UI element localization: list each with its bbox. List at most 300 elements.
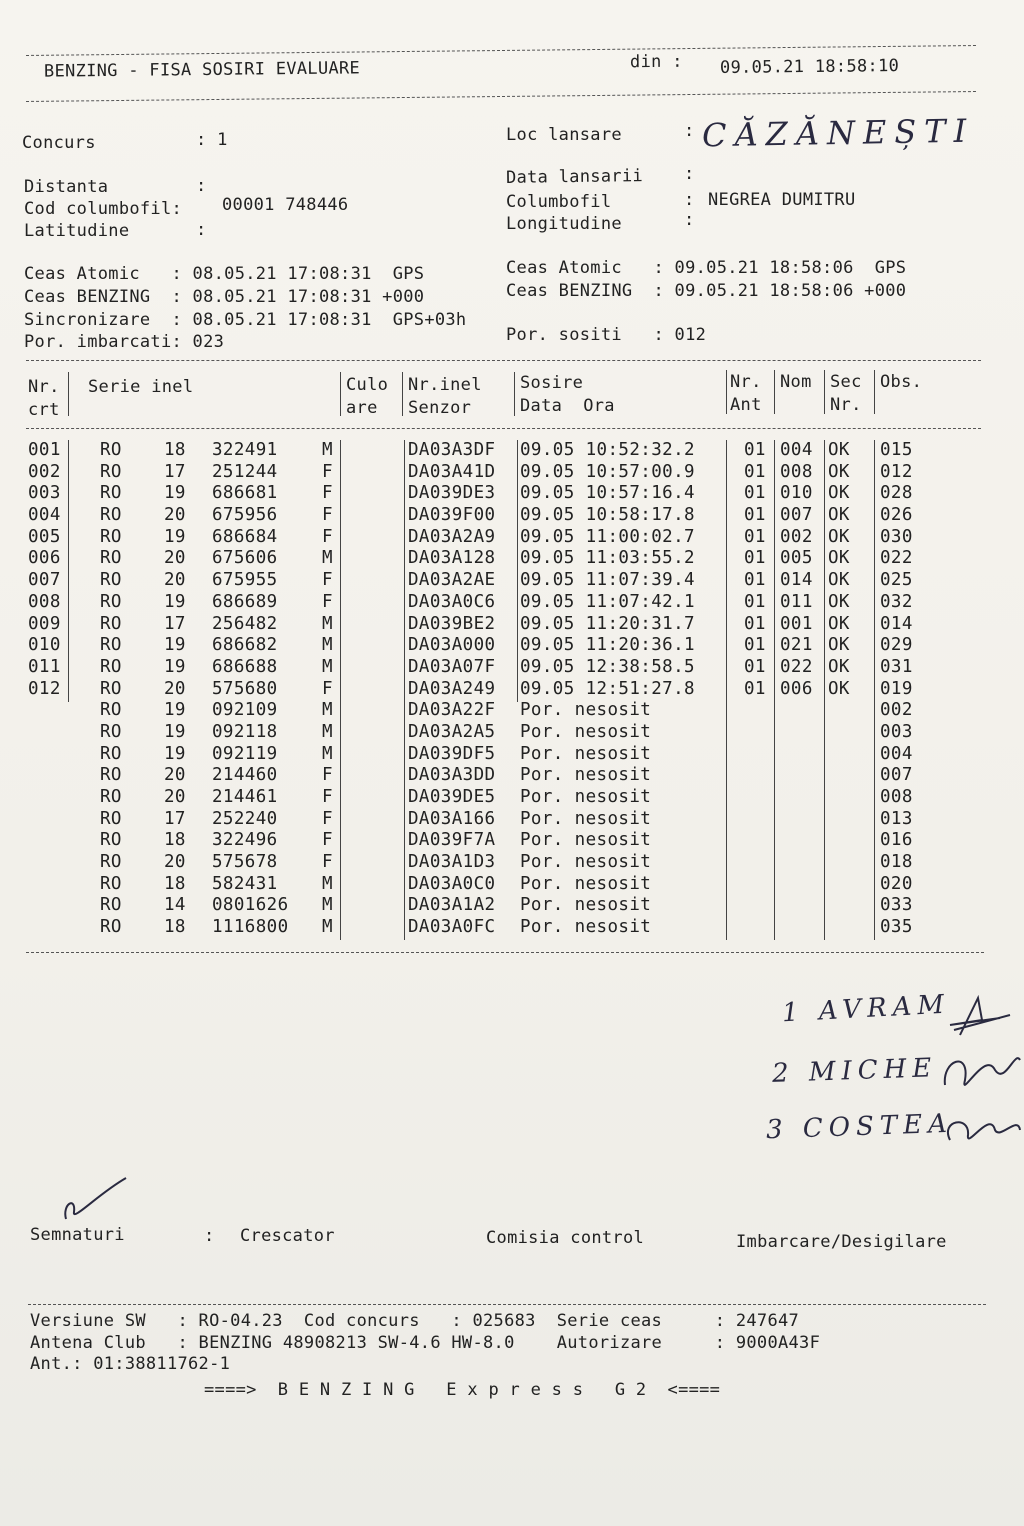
cell-sex: M xyxy=(322,700,333,721)
cell-ring: 1116800 xyxy=(212,917,289,938)
cod-columbofil-value: 00001 748446 xyxy=(222,195,349,215)
cell-country: RO xyxy=(100,873,122,894)
cell-obs: 031 xyxy=(880,656,913,677)
footer-line-1: Versiune SW : RO-04.23 Cod concurs : 025683 Serie ceas : 247647 xyxy=(30,1311,800,1331)
cell-country: RO xyxy=(100,917,122,938)
header-din-label: din : xyxy=(629,51,683,73)
cell-obs: 018 xyxy=(880,852,913,873)
table-row xyxy=(28,679,988,701)
cell-nom: 008 xyxy=(780,461,813,482)
col-sep xyxy=(824,370,825,414)
longitudine-label: Longitudine xyxy=(506,214,622,234)
cell-nr: 003 xyxy=(28,483,61,504)
cell-year: 18 xyxy=(164,873,186,894)
cell-sensor: DA03A41D xyxy=(408,461,496,482)
cell-obs: 014 xyxy=(880,613,913,634)
cell-obs: 026 xyxy=(880,505,913,526)
cell-sex: F xyxy=(322,461,333,482)
cell-sec: OK xyxy=(828,613,850,634)
cell-sensor: DA039BE2 xyxy=(408,613,496,634)
cell-year: 19 xyxy=(164,743,186,764)
cell-antenna: 01 xyxy=(744,591,766,612)
ceas-benzing-start: Ceas BENZING : 08.05.21 17:08:31 +000 xyxy=(24,287,425,307)
th-culo: Culo xyxy=(346,375,389,395)
cell-nom: 022 xyxy=(780,656,813,677)
cell-nr: 006 xyxy=(28,548,61,569)
cell-year: 19 xyxy=(164,591,186,612)
cell-year: 20 xyxy=(164,678,186,699)
cell-sec: OK xyxy=(828,570,850,591)
cell-antenna: 01 xyxy=(744,635,766,656)
cell-sex: F xyxy=(322,852,333,873)
header-title: BENZING - FISA SOSIRI EVALUARE xyxy=(43,58,361,82)
cell-antenna: 01 xyxy=(744,461,766,482)
cell-sensor: DA039DE3 xyxy=(408,483,496,504)
cell-ring: 686681 xyxy=(212,483,278,504)
cell-obs: 003 xyxy=(880,721,913,742)
cell-nom: 007 xyxy=(780,505,813,526)
cell-sensor: DA03A1D3 xyxy=(408,852,496,873)
cell-ring: 686688 xyxy=(212,656,278,677)
cell-nom: 010 xyxy=(780,483,813,504)
cell-sensor: DA03A128 xyxy=(408,548,496,569)
cell-country: RO xyxy=(100,830,122,851)
signature-scribbles xyxy=(940,990,1024,1150)
table-row xyxy=(28,852,988,874)
cell-obs: 019 xyxy=(880,678,913,699)
cell-country: RO xyxy=(100,787,122,807)
cell-sex: F xyxy=(322,808,333,829)
table-row xyxy=(28,874,988,896)
cell-sex: F xyxy=(322,505,333,526)
cell-country: RO xyxy=(100,808,122,829)
cell-arrival: Por. nesosit xyxy=(520,873,652,894)
cell-obs: 029 xyxy=(880,635,913,656)
handwritten-name-1: 1 AVRAM xyxy=(781,989,951,1029)
loc-lansare-value: CĂZĂNEȘTI xyxy=(701,111,975,155)
cell-country: RO xyxy=(100,461,122,482)
cell-antenna: 01 xyxy=(744,526,766,547)
table-row xyxy=(28,635,988,657)
cell-obs: 015 xyxy=(880,440,913,460)
cell-country: RO xyxy=(100,743,122,764)
cell-obs: 020 xyxy=(880,873,913,894)
cell-nr: 012 xyxy=(28,678,61,699)
cell-country: RO xyxy=(100,852,122,873)
cell-nom: 001 xyxy=(780,613,813,634)
cell-sex: F xyxy=(322,830,333,851)
cell-obs: 008 xyxy=(880,787,913,807)
longitudine-value: : xyxy=(684,210,695,230)
table-row xyxy=(28,809,988,831)
cell-arrival: 09.05 11:07:39.4 xyxy=(520,570,695,591)
cell-ring: 092109 xyxy=(212,700,278,721)
cell-ring: 214461 xyxy=(212,787,278,807)
cell-sensor: DA03A000 xyxy=(408,635,496,656)
cell-ring: 575680 xyxy=(212,678,278,699)
cell-ring: 252240 xyxy=(212,808,278,829)
cell-arrival: 09.05 10:52:32.2 xyxy=(520,440,695,460)
footer-banner: ====> B E N Z I N G E x p r e s s G 2 <==== xyxy=(204,1380,721,1400)
cell-nom: 011 xyxy=(780,591,813,612)
cell-nom: 006 xyxy=(780,678,813,699)
cell-antenna: 01 xyxy=(744,613,766,634)
cell-nr: 007 xyxy=(28,570,61,591)
cell-country: RO xyxy=(100,591,122,612)
table-top-border xyxy=(26,360,981,361)
cell-arrival: Por. nesosit xyxy=(520,765,652,786)
table-row xyxy=(28,527,988,549)
cell-sensor: DA03A166 xyxy=(408,808,496,829)
distanta-label: Distanta xyxy=(24,177,109,197)
crescator-label: Crescator xyxy=(240,1226,335,1246)
table-row xyxy=(28,548,988,570)
cell-sensor: DA039F00 xyxy=(408,505,496,526)
latitudine-label: Latitudine xyxy=(24,221,130,241)
cell-country: RO xyxy=(100,700,122,721)
cell-arrival: Por. nesosit xyxy=(520,852,652,873)
cell-sex: F xyxy=(322,526,333,547)
table-row xyxy=(28,744,988,766)
cell-sex: F xyxy=(322,483,333,504)
cell-nr: 002 xyxy=(28,461,61,482)
col-sep xyxy=(514,372,515,416)
cell-year: 17 xyxy=(164,461,186,482)
cell-sex: M xyxy=(322,635,333,656)
cell-nom: 014 xyxy=(780,570,813,591)
cell-ring: 322491 xyxy=(212,440,278,460)
cell-year: 19 xyxy=(164,721,186,742)
cell-year: 20 xyxy=(164,570,186,591)
cell-ring: 675955 xyxy=(212,570,278,591)
cell-sec: OK xyxy=(828,656,850,677)
cell-arrival: 09.05 12:51:27.8 xyxy=(520,678,695,699)
cell-ring: 675956 xyxy=(212,505,278,526)
cell-nom: 005 xyxy=(780,548,813,569)
cell-sex: F xyxy=(322,570,333,591)
cell-nom: 004 xyxy=(780,440,813,460)
cell-antenna: 01 xyxy=(744,505,766,526)
cell-ring: 675606 xyxy=(212,548,278,569)
cell-ring: 214460 xyxy=(212,765,278,786)
cell-year: 20 xyxy=(164,852,186,873)
table-row xyxy=(28,505,988,527)
cell-sensor: DA039DF5 xyxy=(408,743,496,764)
cell-nom: 002 xyxy=(780,526,813,547)
cell-arrival: Por. nesosit xyxy=(520,721,652,742)
cell-year: 17 xyxy=(164,613,186,634)
footer-line-2: Antena Club : BENZING 48908213 SW-4.6 HW-8.0 Autorizare : 9000A43F xyxy=(30,1333,821,1353)
col-sep xyxy=(402,372,403,416)
cell-sex: F xyxy=(322,591,333,612)
cell-arrival: Por. nesosit xyxy=(520,917,652,938)
cell-arrival: Por. nesosit xyxy=(520,700,652,721)
cell-arrival: Por. nesosit xyxy=(520,830,652,851)
concurs-label: Concurs xyxy=(22,133,96,153)
th-nom: Nom xyxy=(780,372,812,392)
cell-sec: OK xyxy=(828,483,850,504)
th-nr: Nr. xyxy=(28,377,60,397)
cell-nr: 011 xyxy=(28,656,61,677)
th-nr-ant-1: Nr. xyxy=(730,372,762,392)
cell-year: 18 xyxy=(164,830,186,851)
imbarcare-desigilare-label: Imbarcare/Desigilare xyxy=(736,1232,947,1252)
cell-arrival: 09.05 11:00:02.7 xyxy=(520,526,695,547)
cell-year: 19 xyxy=(164,483,186,504)
cell-sex: M xyxy=(322,440,333,460)
cell-nr: 009 xyxy=(28,613,61,634)
th-nr-inel: Nr.inel xyxy=(408,375,482,395)
table-row xyxy=(28,787,988,809)
th-data-ora: Data Ora xyxy=(520,396,615,416)
cod-columbofil-label: Cod columbofil: xyxy=(24,199,183,219)
cell-country: RO xyxy=(100,570,122,591)
columbofil-value: NEGREA DUMITRU xyxy=(708,190,856,210)
cell-antenna: 01 xyxy=(744,548,766,569)
data-lansarii-label: Data lansarii xyxy=(505,166,644,188)
cell-obs: 002 xyxy=(880,700,913,721)
th-serie-inel: Serie inel xyxy=(88,377,194,397)
cell-sensor: DA03A0FC xyxy=(408,917,496,938)
cell-sex: M xyxy=(322,613,333,634)
table-row xyxy=(28,765,988,787)
semnaturi-label: Semnaturi xyxy=(30,1225,125,1245)
cell-obs: 032 xyxy=(880,591,913,612)
table-row xyxy=(28,917,988,939)
cell-sex: M xyxy=(322,895,333,916)
table-row xyxy=(28,830,988,852)
cell-antenna: 01 xyxy=(744,678,766,699)
cell-year: 20 xyxy=(164,787,186,807)
cell-obs: 030 xyxy=(880,526,913,547)
cell-year: 19 xyxy=(164,526,186,547)
cell-arrival: 09.05 10:57:00.9 xyxy=(520,461,695,482)
cell-sex: F xyxy=(322,765,333,786)
table-row xyxy=(28,895,988,917)
cell-arrival: Por. nesosit xyxy=(520,743,652,764)
cell-obs: 022 xyxy=(880,548,913,569)
table-row xyxy=(28,614,988,636)
cell-nr: 005 xyxy=(28,526,61,547)
cell-arrival: 09.05 10:57:16.4 xyxy=(520,483,695,504)
cell-arrival: Por. nesosit xyxy=(520,895,652,916)
cell-ring: 575678 xyxy=(212,852,278,873)
cell-ring: 251244 xyxy=(212,461,278,482)
cell-year: 20 xyxy=(164,505,186,526)
col-sep xyxy=(726,370,727,414)
cell-sec: OK xyxy=(828,635,850,656)
cell-sex: M xyxy=(322,917,333,938)
cell-year: 14 xyxy=(164,895,186,916)
cell-country: RO xyxy=(100,440,122,460)
footer-divider xyxy=(28,1304,986,1305)
cell-sensor: DA03A3DF xyxy=(408,440,496,460)
col-sep xyxy=(874,370,875,414)
cell-sensor: DA03A2A5 xyxy=(408,721,496,742)
porumbei-sositi: Por. sositi : 012 xyxy=(506,325,707,345)
data-lansarii-value: : xyxy=(684,164,695,184)
cell-sensor: DA039F7A xyxy=(408,830,496,851)
cell-year: 19 xyxy=(164,700,186,721)
cell-nr: 001 xyxy=(28,440,61,460)
th-sosire: Sosire xyxy=(520,373,584,393)
cell-country: RO xyxy=(100,483,122,504)
cell-year: 19 xyxy=(164,656,186,677)
cell-sensor: DA03A22F xyxy=(408,700,496,721)
cell-sec: OK xyxy=(828,440,850,460)
col-sep xyxy=(774,370,775,414)
table-row xyxy=(28,722,988,744)
cell-sensor: DA03A0C6 xyxy=(408,591,496,612)
crescator-signature xyxy=(58,1174,130,1224)
cell-obs: 016 xyxy=(880,830,913,851)
cell-arrival: 09.05 10:58:17.8 xyxy=(520,505,695,526)
cell-year: 17 xyxy=(164,808,186,829)
cell-sex: F xyxy=(322,787,333,807)
cell-sex: M xyxy=(322,548,333,569)
table-row xyxy=(28,570,988,592)
cell-obs: 033 xyxy=(880,895,913,916)
cell-obs: 004 xyxy=(880,743,913,764)
cell-year: 18 xyxy=(164,917,186,938)
cell-sex: F xyxy=(322,678,333,699)
cell-sensor: DA03A07F xyxy=(408,656,496,677)
handwritten-name-3: 3 COSTEA xyxy=(765,1108,954,1146)
cell-country: RO xyxy=(100,548,122,569)
cell-country: RO xyxy=(100,613,122,634)
cell-obs: 012 xyxy=(880,461,913,482)
cell-obs: 035 xyxy=(880,917,913,938)
cell-ring: 686682 xyxy=(212,635,278,656)
cell-arrival: 09.05 11:03:55.2 xyxy=(520,548,695,569)
th-obs: Obs. xyxy=(880,372,923,392)
cell-arrival: Por. nesosit xyxy=(520,787,652,807)
cell-sensor: DA03A2A9 xyxy=(408,526,496,547)
table-bottom-border xyxy=(26,952,984,953)
cell-sensor: DA03A2AE xyxy=(408,570,496,591)
table-row xyxy=(28,592,988,614)
ceas-atomic-start: Ceas Atomic : 08.05.21 17:08:31 GPS xyxy=(24,264,425,284)
cell-obs: 013 xyxy=(880,808,913,829)
cell-sensor: DA03A0C0 xyxy=(408,873,496,894)
cell-antenna: 01 xyxy=(744,483,766,504)
cell-arrival: Por. nesosit xyxy=(520,808,652,829)
cell-nom: 021 xyxy=(780,635,813,656)
cell-nr: 010 xyxy=(28,635,61,656)
cell-sensor: DA03A3DD xyxy=(408,765,496,786)
cell-country: RO xyxy=(100,721,122,742)
loc-lansare-label: Loc lansare xyxy=(506,125,622,145)
cell-ring: 0801626 xyxy=(212,895,289,916)
cell-ring: 686689 xyxy=(212,591,278,612)
table-row xyxy=(28,700,988,722)
comisia-control-label: Comisia control xyxy=(486,1228,645,1248)
cell-sex: M xyxy=(322,721,333,742)
cell-obs: 028 xyxy=(880,483,913,504)
cell-antenna: 01 xyxy=(744,440,766,460)
cell-ring: 322496 xyxy=(212,830,278,851)
th-are: are xyxy=(346,398,378,418)
cell-ring: 092118 xyxy=(212,721,278,742)
cell-sensor: DA03A249 xyxy=(408,678,496,699)
cell-year: 20 xyxy=(164,765,186,786)
ceas-benzing-end: Ceas BENZING : 09.05.21 18:58:06 +000 xyxy=(506,281,907,301)
col-sep xyxy=(340,372,341,416)
th-sec: Sec xyxy=(830,372,862,392)
cell-sec: OK xyxy=(828,461,850,482)
cell-antenna: 01 xyxy=(744,570,766,591)
cell-arrival: 09.05 11:20:31.7 xyxy=(520,613,695,634)
footer-line-3: Ant.: 01:38811762-1 xyxy=(30,1354,231,1374)
cell-sec: OK xyxy=(828,678,850,699)
cell-ring: 256482 xyxy=(212,613,278,634)
cell-sensor: DA039DE5 xyxy=(408,787,496,807)
latitudine-value: : xyxy=(196,220,207,240)
th-nr-ant-2: Ant xyxy=(730,395,762,415)
col-sep xyxy=(68,372,69,416)
cell-sex: M xyxy=(322,656,333,677)
table-row xyxy=(28,657,988,679)
table-row xyxy=(28,483,988,505)
cell-country: RO xyxy=(100,765,122,786)
table-header-bottom-border xyxy=(26,428,981,429)
cell-arrival: 09.05 11:07:42.1 xyxy=(520,591,695,612)
arrivals-table xyxy=(28,440,988,939)
distanta-value: : xyxy=(196,176,207,196)
columbofil-colon: : xyxy=(684,190,695,210)
cell-nr: 004 xyxy=(28,505,61,526)
th-sec-nr: Nr. xyxy=(830,395,862,415)
cell-sex: M xyxy=(322,743,333,764)
cell-sec: OK xyxy=(828,505,850,526)
cell-country: RO xyxy=(100,656,122,677)
cell-sec: OK xyxy=(828,548,850,569)
sincronizare: Sincronizare : 08.05.21 17:08:31 GPS+03h xyxy=(24,310,467,330)
cell-arrival: 09.05 12:38:58.5 xyxy=(520,656,695,677)
cell-country: RO xyxy=(100,895,122,916)
table-row xyxy=(28,440,988,462)
concurs-value: : 1 xyxy=(196,130,228,150)
ceas-atomic-end: Ceas Atomic : 09.05.21 18:58:06 GPS xyxy=(506,258,907,278)
th-senzor: Senzor xyxy=(408,398,472,418)
cell-obs: 025 xyxy=(880,570,913,591)
cell-antenna: 01 xyxy=(744,656,766,677)
cell-ring: 092119 xyxy=(212,743,278,764)
columbofil-label: Columbofil xyxy=(506,192,612,212)
cell-country: RO xyxy=(100,526,122,547)
th-crt: crt xyxy=(28,400,60,420)
handwritten-name-2: 2 MICHE xyxy=(771,1053,938,1089)
cell-obs: 007 xyxy=(880,765,913,786)
cell-country: RO xyxy=(100,678,122,699)
cell-year: 18 xyxy=(164,440,186,460)
porumbei-imbarcati: Por. imbarcati: 023 xyxy=(24,332,225,352)
header-din-value: 09.05.21 18:58:10 xyxy=(719,56,900,78)
cell-sensor: DA03A1A2 xyxy=(408,895,496,916)
cell-ring: 582431 xyxy=(212,873,278,894)
semnaturi-colon: : xyxy=(204,1226,215,1246)
cell-ring: 686684 xyxy=(212,526,278,547)
cell-year: 20 xyxy=(164,548,186,569)
cell-year: 19 xyxy=(164,635,186,656)
loc-lansare-colon: : xyxy=(684,121,695,141)
cell-nr: 008 xyxy=(28,591,61,612)
cell-sex: M xyxy=(322,873,333,894)
cell-country: RO xyxy=(100,635,122,656)
cell-sec: OK xyxy=(828,591,850,612)
table-row xyxy=(28,462,988,484)
cell-sec: OK xyxy=(828,526,850,547)
